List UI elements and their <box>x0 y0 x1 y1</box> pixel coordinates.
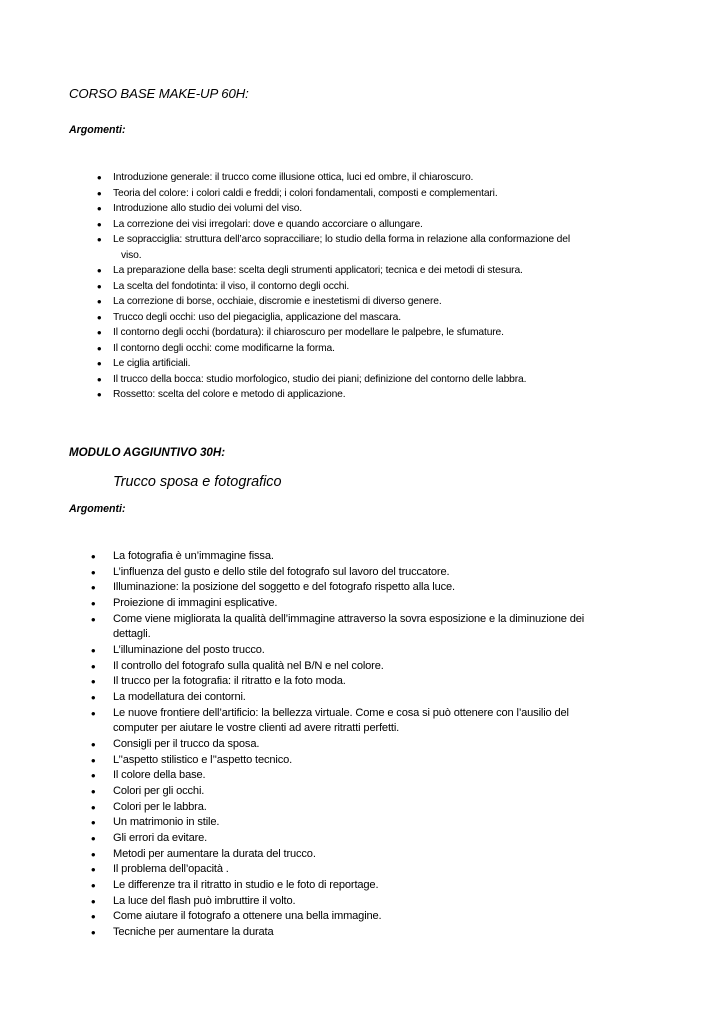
bullet-icon: • <box>91 768 96 784</box>
list-item <box>0 674 660 690</box>
list-item <box>0 800 660 816</box>
list-item-text: La fotografia è un’immagine fissa. <box>113 550 274 562</box>
list-item <box>0 831 660 847</box>
bullet-icon: • <box>91 658 96 674</box>
list-item-text: La luce del flash può imbruttire il volto. <box>113 894 296 907</box>
bullet-icon: • <box>97 371 102 387</box>
list-item-text: Gli errori da evitare. <box>113 832 208 845</box>
bullet-icon: • <box>97 387 102 402</box>
list-item-text-continued: dettagli. <box>113 628 151 641</box>
list-item <box>0 643 660 659</box>
list-item <box>0 909 660 925</box>
bullet-icon: • <box>91 815 96 831</box>
list-item <box>0 753 660 769</box>
course-topics-label: Argomenti: <box>69 124 126 136</box>
list-item-text-continued: computer per aiutare le vostre clienti ad avere ritratti perfetti. <box>113 722 400 735</box>
course-topics-list <box>0 170 660 403</box>
bullet-icon: • <box>97 340 102 356</box>
bullet-icon: • <box>91 690 96 706</box>
list-item <box>0 310 660 326</box>
list-item <box>0 596 660 612</box>
bullet-icon: • <box>91 893 96 909</box>
bullet-icon: • <box>97 309 102 325</box>
list-item <box>0 706 660 737</box>
course-title: CORSO BASE MAKE-UP 60H: <box>69 86 249 101</box>
list-item <box>0 815 660 831</box>
list-item-text: Il contorno degli occhi: come modificarne la forma. <box>113 342 335 354</box>
bullet-icon: • <box>97 185 102 201</box>
list-item <box>0 580 660 596</box>
bullet-icon: • <box>91 564 96 580</box>
bullet-icon: • <box>91 580 96 596</box>
list-item <box>0 201 660 217</box>
list-item <box>0 217 660 233</box>
list-item-text: La correzione di borse, occhiaie, discromie e inestetismi di diverso genere. <box>113 296 442 307</box>
list-item-text: L’influenza del gusto e dello stile del fotografo sul lavoro del truccatore. <box>113 565 450 578</box>
module-topics-label: Argomenti: <box>69 503 126 515</box>
list-item-text: Introduzione allo studio dei volumi del viso. <box>113 203 303 214</box>
list-item-text: Tecniche per aumentare la durata <box>113 926 274 939</box>
bullet-icon: • <box>97 232 102 247</box>
module-subtitle: Trucco sposa e fotografico <box>113 474 282 490</box>
list-item <box>0 263 660 279</box>
list-item <box>0 294 660 310</box>
bullet-icon: • <box>91 596 96 612</box>
list-item-text: Rossetto: scelta del colore e metodo di applicazione. <box>113 389 346 400</box>
list-item-text: Il problema dell’opacità . <box>113 863 229 876</box>
list-item-text: Illuminazione: la posizione del soggetto e del fotografo rispetto alla luce. <box>113 581 455 594</box>
list-item-text: La correzione dei visi irregolari: dove e quando accorciare o allungare. <box>113 218 423 230</box>
list-item <box>0 341 660 357</box>
list-item-text: Come viene migliorata la qualità dell’immagine attraverso la sovra esposizione e la diminuzione dei <box>113 612 585 625</box>
list-item-text: Le nuove frontiere dell’artificio: la bellezza virtuale. Come e cosa si può ottenere con l’ausilio del <box>113 706 569 719</box>
bullet-icon: • <box>97 170 102 185</box>
list-item-text: Il controllo del fotografo sulla qualità nel B/N e nel colore. <box>113 659 384 672</box>
bullet-icon: • <box>91 674 96 690</box>
bullet-icon: • <box>91 862 96 878</box>
list-item-text: La preparazione della base: scelta degli strumenti applicatori; tecnica e dei metodi di stesura. <box>113 265 523 276</box>
bullet-icon: • <box>91 643 96 659</box>
list-item-text: Introduzione generale: il trucco come illusione ottica, luci ed ombre, il chiaroscuro. <box>113 172 474 183</box>
bullet-icon: • <box>97 356 102 371</box>
list-item-text: Le sopracciglia: struttura dell’arco sopracciliare; lo studio della forma in relazione alla conformazione del <box>113 234 570 245</box>
list-item-text: Le ciglia artificiali. <box>113 358 191 369</box>
list-item <box>0 186 660 202</box>
bullet-icon: • <box>91 909 96 925</box>
list-item-text: Colori per gli occhi. <box>113 785 205 798</box>
list-item-text: Colori per le labbra. <box>113 800 207 813</box>
list-item-text: Il trucco per la fotografia: il ritratto e la foto moda. <box>113 675 346 688</box>
list-item <box>0 279 660 295</box>
list-item <box>0 356 660 372</box>
list-item <box>0 170 660 186</box>
list-item <box>0 232 660 263</box>
list-item <box>0 325 660 341</box>
list-item-text: Proiezione di immagini esplicative. <box>113 597 278 610</box>
list-item <box>0 925 660 941</box>
bullet-icon: • <box>91 925 96 941</box>
module-topics-list <box>0 549 660 941</box>
list-item <box>0 565 660 581</box>
list-item-text: Il trucco della bocca: studio morfologico, studio dei piani; definizione del contorno delle labbra. <box>113 373 527 385</box>
bullet-icon: • <box>91 846 96 862</box>
list-item <box>0 862 660 878</box>
bullet-icon: • <box>97 201 102 216</box>
bullet-icon: • <box>91 705 96 721</box>
bullet-icon: • <box>97 216 102 232</box>
list-item-text: Trucco degli occhi: uso del piegaciglia, applicazione del mascara. <box>113 311 401 323</box>
bullet-icon: • <box>91 611 96 627</box>
list-item <box>0 659 660 675</box>
bullet-icon: • <box>97 325 102 340</box>
list-item-text: L’illuminazione del posto trucco. <box>113 644 265 657</box>
list-item-text: Teoria del colore: i colori caldi e freddi; i colori fondamentali, composti e complementari. <box>113 187 498 199</box>
list-item-text-continued: viso. <box>121 249 142 261</box>
bullet-icon: • <box>91 799 96 815</box>
bullet-icon: • <box>91 737 96 753</box>
bullet-icon: • <box>97 294 102 309</box>
list-item <box>0 878 660 894</box>
list-item <box>0 690 660 706</box>
bullet-icon: • <box>91 878 96 894</box>
list-item-text: Consigli per il trucco da sposa. <box>113 738 260 751</box>
list-item <box>0 784 660 800</box>
list-item-text: Un matrimonio in stile. <box>113 816 220 829</box>
list-item <box>0 612 660 643</box>
list-item-text: Metodi per aumentare la durata del trucco. <box>113 847 316 860</box>
list-item <box>0 372 660 388</box>
bullet-icon: • <box>97 263 102 278</box>
list-item <box>0 737 660 753</box>
list-item-text: La scelta del fondotinta: il viso, il contorno degli occhi. <box>113 280 350 292</box>
list-item-text: La modellatura dei contorni. <box>113 691 246 704</box>
list-item <box>0 387 660 403</box>
list-item-text: L’'aspetto stilistico e l’'aspetto tecnico. <box>113 753 293 766</box>
list-item-text: Il colore della base. <box>113 769 206 782</box>
list-item-text: Come aiutare il fotografo a ottenere una bella immagine. <box>113 910 382 923</box>
list-item-text: Il contorno degli occhi (bordatura): il chiaroscuro per modellare le palpebre, le sfumature. <box>113 327 504 338</box>
list-item <box>0 847 660 863</box>
list-item-text: Le differenze tra il ritratto in studio e le foto di reportage. <box>113 879 379 892</box>
module-title: MODULO AGGIUNTIVO 30H: <box>69 446 226 459</box>
list-item <box>0 768 660 784</box>
bullet-icon: • <box>91 752 96 768</box>
bullet-icon: • <box>97 278 102 294</box>
bullet-icon: • <box>91 549 96 564</box>
list-item <box>0 549 660 565</box>
bullet-icon: • <box>91 784 96 800</box>
list-item <box>0 894 660 910</box>
bullet-icon: • <box>91 831 96 847</box>
